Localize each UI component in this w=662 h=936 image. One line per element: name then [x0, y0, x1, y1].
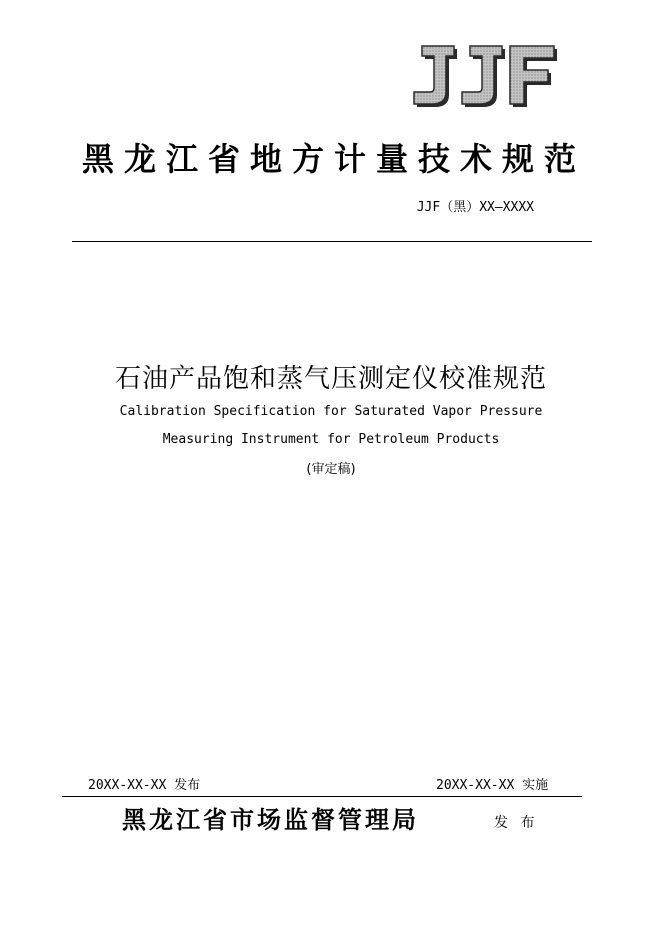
header-divider	[72, 241, 592, 242]
jjf-logo	[408, 44, 560, 110]
standard-code: JJF（黑）XX—XXXX	[416, 200, 534, 215]
document-title-cn: 石油产品饱和蒸气压测定仪校准规范	[114, 364, 547, 394]
standard-title: 黑龙江省地方计量技术规范	[82, 140, 587, 178]
publisher-name: 黑龙江省市场监督管理局	[122, 805, 419, 834]
issue-date: 20XX-XX-XX 发布	[88, 778, 201, 793]
document-title-en-line1: Calibration Specification for Saturated Vapor Pressure	[119, 404, 543, 419]
effective-date: 20XX-XX-XX 实施	[436, 778, 549, 793]
footer-divider	[62, 796, 582, 797]
jjf-logo-graphic	[408, 44, 560, 110]
draft-note: (审定稿)	[306, 462, 356, 477]
publisher-suffix: 发 布	[494, 815, 539, 831]
document-title-en-line2: Measuring Instrument for Petroleum Products	[162, 432, 500, 447]
